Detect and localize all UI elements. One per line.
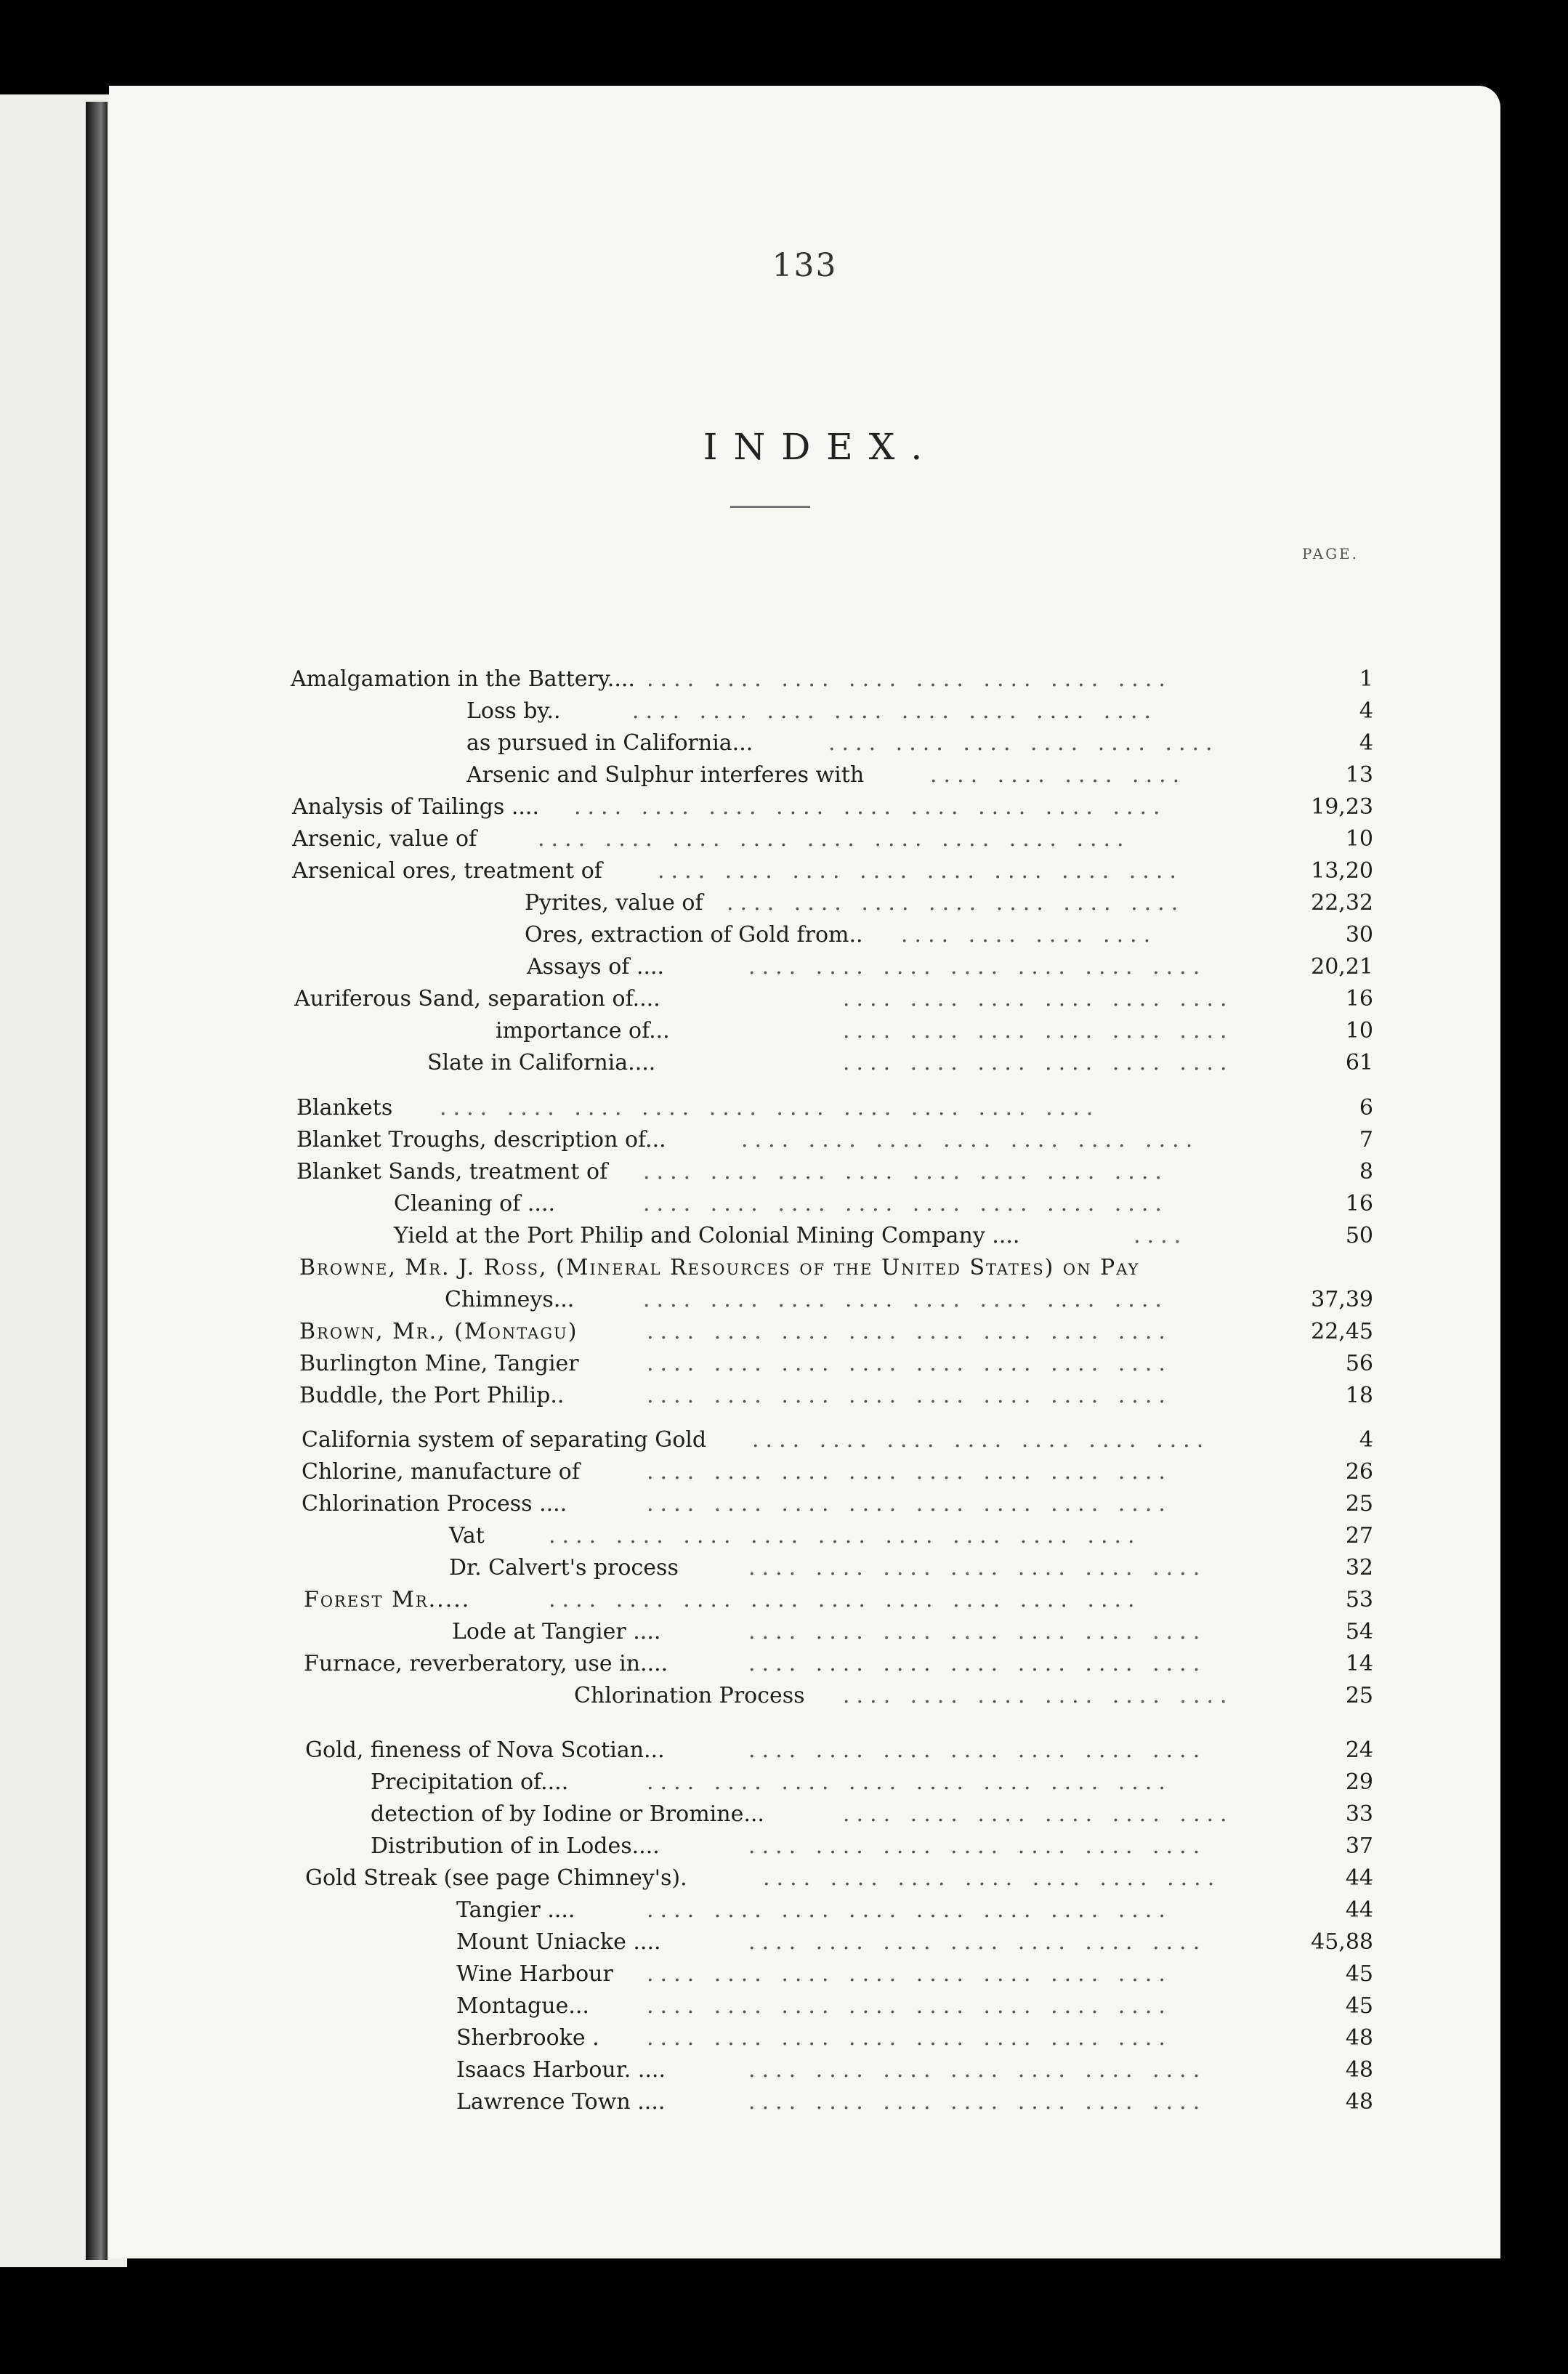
leader-dots: .... .... .... .... .... .... .... — [752, 1427, 1211, 1453]
entry-page: 45 — [1345, 1961, 1373, 1987]
entry-page: 25 — [1345, 1683, 1373, 1708]
leader-dots: .... .... .... .... .... .... .... — [748, 1651, 1207, 1676]
index-entry — [109, 1798, 1500, 1830]
leader-dots: .... .... .... .... .... .... .... .... .... — [574, 794, 1167, 820]
entry-page: 1 — [1359, 666, 1373, 692]
index-entry — [109, 1894, 1500, 1926]
entry-page: 19,23 — [1311, 794, 1373, 820]
index-entry — [109, 1047, 1500, 1079]
entry-text: Chimneys... — [445, 1287, 575, 1312]
leader-dots: .... .... .... .... .... .... .... .... — [647, 1993, 1172, 2019]
entry-text: Blanket Troughs, description of... — [296, 1127, 666, 1152]
index-entry — [109, 1092, 1500, 1124]
index-entry — [109, 855, 1500, 887]
entry-page: 45 — [1345, 1993, 1373, 2019]
entry-page: 10 — [1345, 1018, 1373, 1043]
leader-dots: .... .... .... .... — [901, 922, 1157, 948]
entry-text: Montague... — [456, 1993, 589, 2019]
index-entry — [109, 1552, 1500, 1584]
leader-dots: .... .... .... .... — [930, 762, 1187, 788]
leader-dots: .... .... .... .... .... .... .... .... — [647, 1961, 1172, 1987]
entry-page: 13 — [1345, 762, 1373, 788]
entry-text: Arsenical ores, treatment of — [292, 858, 602, 884]
title-divider — [730, 506, 810, 508]
index-entry — [109, 2054, 1500, 2086]
book-page — [109, 86, 1500, 2258]
leader-dots: .... .... .... .... .... .... .... .... — [647, 1897, 1172, 1923]
leader-dots: .... .... .... .... .... .... .... — [748, 2089, 1207, 2115]
leader-dots: .... .... .... .... .... .... — [843, 986, 1234, 1012]
leader-dots: .... .... .... .... .... .... .... .... — [647, 2025, 1172, 2051]
entry-page: 4 — [1359, 698, 1373, 724]
entry-page: 29 — [1345, 1769, 1373, 1795]
index-entry — [109, 1220, 1500, 1252]
entry-text: Pyrites, value of — [525, 890, 703, 916]
index-entry — [109, 1584, 1500, 1616]
leader-dots: .... .... .... .... .... .... .... — [748, 1929, 1207, 1955]
leader-dots: .... .... .... .... .... .... — [843, 1018, 1234, 1043]
entry-page: 24 — [1345, 1737, 1373, 1763]
entry-page: 44 — [1345, 1865, 1373, 1891]
leader-dots: .... — [1133, 1223, 1188, 1248]
entry-page: 22,32 — [1311, 890, 1373, 916]
leader-dots: .... .... .... .... .... .... .... .... — [643, 1191, 1168, 1216]
leader-dots: .... .... .... .... .... .... .... — [748, 1833, 1207, 1859]
entry-page: 7 — [1359, 1127, 1373, 1152]
entry-text: Blankets — [296, 1095, 393, 1121]
entry-text: Distribution of in Lodes.... — [371, 1833, 660, 1859]
leader-dots: .... .... .... .... .... .... .... .... — [643, 1159, 1168, 1184]
index-entry — [109, 1616, 1500, 1648]
entry-page: 54 — [1345, 1619, 1373, 1644]
entry-page: 14 — [1345, 1651, 1373, 1676]
entry-text: Dr. Calvert's process — [449, 1555, 679, 1580]
index-entry — [109, 919, 1500, 951]
entry-page: 25 — [1345, 1491, 1373, 1517]
leader-dots: .... .... .... .... .... .... .... .... — [643, 1287, 1168, 1312]
leader-dots: .... .... .... .... .... .... .... .... — [647, 1491, 1172, 1517]
index-entry — [109, 1648, 1500, 1680]
entry-text: Blanket Sands, treatment of — [296, 1159, 608, 1184]
entry-text: as pursued in California... — [466, 730, 753, 756]
index-entry — [109, 1767, 1500, 1798]
index-entry — [109, 1958, 1500, 1990]
entry-text: Ores, extraction of Gold from.. — [525, 922, 863, 948]
entry-page: 32 — [1345, 1555, 1373, 1580]
entry-page: 56 — [1345, 1351, 1373, 1376]
entry-text: Forest Mr..... — [304, 1587, 471, 1612]
entry-page: 4 — [1359, 1427, 1373, 1453]
leader-dots: .... .... .... .... .... .... — [843, 1683, 1234, 1708]
leader-dots: .... .... .... .... .... .... .... .... .... .... — [440, 1095, 1100, 1121]
index-entry — [109, 2022, 1500, 2054]
index-entry — [109, 951, 1500, 983]
entry-page: 37 — [1345, 1833, 1373, 1859]
index-entry — [109, 1456, 1500, 1488]
entry-page: 44 — [1345, 1897, 1373, 1923]
index-entry — [109, 1015, 1500, 1047]
leader-dots: .... .... .... .... .... .... .... .... — [647, 1383, 1172, 1408]
entry-page: 53 — [1345, 1587, 1373, 1612]
entry-page: 45,88 — [1311, 1929, 1373, 1955]
facing-page-edge — [0, 94, 127, 2267]
entry-text: Slate in California.... — [427, 1050, 656, 1075]
index-entry — [109, 1156, 1500, 1188]
leader-dots: .... .... .... .... .... .... .... .... — [647, 1459, 1172, 1485]
entry-page: 30 — [1345, 922, 1373, 948]
page-column-header: PAGE. — [1302, 545, 1359, 562]
index-entry — [109, 1316, 1500, 1348]
entry-page: 13,20 — [1311, 858, 1373, 884]
entry-page: 18 — [1345, 1383, 1373, 1408]
index-entry — [109, 823, 1500, 855]
index-entry — [109, 1124, 1500, 1156]
leader-dots: .... .... .... .... .... .... .... — [741, 1127, 1200, 1152]
index-entry — [109, 1680, 1500, 1712]
leader-dots: .... .... .... .... .... .... .... .... — [658, 858, 1183, 884]
leader-dots: .... .... .... .... .... .... .... .... .... — [549, 1523, 1141, 1549]
entry-text: Mount Uniacke .... — [456, 1929, 661, 1955]
index-entry — [109, 1252, 1500, 1284]
entry-text: Arsenic, value of — [292, 826, 477, 852]
leader-dots: .... .... .... .... .... .... .... .... — [632, 698, 1157, 724]
entry-text: Auriferous Sand, separation of.... — [294, 986, 660, 1012]
leader-dots: .... .... .... .... .... .... .... — [748, 1555, 1207, 1580]
entry-text: Lode at Tangier .... — [452, 1619, 661, 1644]
entry-page: 8 — [1359, 1159, 1373, 1184]
index-entry — [109, 2086, 1500, 2118]
page-number: 133 — [772, 247, 838, 284]
entry-text: Arsenic and Sulphur interferes with — [466, 762, 865, 788]
index-entry — [109, 695, 1500, 727]
entry-text: Loss by.. — [466, 698, 561, 724]
entry-page: 37,39 — [1311, 1287, 1373, 1312]
entry-page: 61 — [1345, 1050, 1373, 1075]
entry-text: Sherbrooke . — [456, 2025, 599, 2051]
entry-text: Isaacs Harbour. .... — [456, 2057, 666, 2083]
entry-page: 50 — [1345, 1223, 1373, 1248]
leader-dots: .... .... .... .... .... .... .... — [763, 1865, 1221, 1891]
entry-page: 48 — [1345, 2025, 1373, 2051]
index-entry — [109, 1862, 1500, 1894]
index-entry — [109, 1735, 1500, 1767]
index-entry — [109, 1520, 1500, 1552]
entry-page: 6 — [1359, 1095, 1373, 1121]
entry-text: importance of... — [496, 1018, 670, 1043]
entry-page: 22,45 — [1311, 1319, 1373, 1344]
index-entry — [109, 1380, 1500, 1412]
entry-text: Assays of .... — [527, 954, 665, 980]
entry-text: Browne, Mr. J. Ross, (Mineral Resources of the United States) on Pay — [299, 1255, 1140, 1280]
index-entry — [109, 759, 1500, 791]
leader-dots: .... .... .... .... .... .... .... .... — [647, 1319, 1172, 1344]
entry-page: 16 — [1345, 986, 1373, 1012]
entry-text: Brown, Mr., (Montagu) — [299, 1319, 578, 1344]
index-entry — [109, 727, 1500, 759]
leader-dots: .... .... .... .... .... .... .... — [727, 890, 1185, 916]
leader-dots: .... .... .... .... .... .... .... .... — [647, 1769, 1172, 1795]
entry-page: 26 — [1345, 1459, 1373, 1485]
leader-dots: .... .... .... .... .... .... — [843, 1801, 1234, 1827]
index-entry — [109, 663, 1500, 695]
entry-text: California system of separating Gold — [302, 1427, 707, 1453]
page-title: INDEX. — [703, 426, 939, 468]
entry-page: 4 — [1359, 730, 1373, 756]
index-entry — [109, 1488, 1500, 1520]
leader-dots: .... .... .... .... .... .... .... .... — [647, 1351, 1172, 1376]
entry-text: Buddle, the Port Philip.. — [299, 1383, 565, 1408]
index-entry — [109, 887, 1500, 919]
index-entry — [109, 1188, 1500, 1220]
entry-text: Yield at the Port Philip and Colonial Mining Company .... — [394, 1223, 1020, 1248]
leader-dots: .... .... .... .... .... .... .... .... .... — [538, 826, 1131, 852]
index-entry — [109, 1424, 1500, 1456]
entry-text: Tangier .... — [456, 1897, 575, 1923]
entry-text: Burlington Mine, Tangier — [299, 1351, 579, 1376]
entry-page: 10 — [1345, 826, 1373, 852]
index-entry — [109, 1926, 1500, 1958]
index-entry — [109, 983, 1500, 1015]
entry-text: Analysis of Tailings .... — [292, 794, 539, 820]
entry-text: Chlorination Process — [574, 1683, 805, 1708]
leader-dots: .... .... .... .... .... .... .... — [748, 1619, 1207, 1644]
index-entry — [109, 1830, 1500, 1862]
entry-text: Chlorine, manufacture of — [302, 1459, 580, 1485]
entry-text: Gold Streak (see page Chimney's). — [305, 1865, 687, 1891]
entry-text: Lawrence Town .... — [456, 2089, 666, 2115]
book-spine — [86, 102, 108, 2260]
index-entry — [109, 791, 1500, 823]
entry-text: detection of by Iodine or Bromine... — [371, 1801, 764, 1827]
entry-text: Furnace, reverberatory, use in.... — [304, 1651, 668, 1676]
entry-page: 27 — [1345, 1523, 1373, 1549]
entry-page: 16 — [1345, 1191, 1373, 1216]
index-entry — [109, 1284, 1500, 1316]
entry-page: 33 — [1345, 1801, 1373, 1827]
entry-page: 48 — [1345, 2057, 1373, 2083]
entry-text: Cleaning of .... — [394, 1191, 556, 1216]
entry-text: Precipitation of.... — [371, 1769, 569, 1795]
leader-dots: .... .... .... .... .... .... .... .... — [647, 666, 1172, 692]
entry-text: Wine Harbour — [456, 1961, 613, 1987]
entry-page: 20,21 — [1311, 954, 1373, 980]
entry-text: Gold, fineness of Nova Scotian... — [305, 1737, 665, 1763]
index-entry — [109, 1348, 1500, 1380]
leader-dots: .... .... .... .... .... .... — [828, 730, 1219, 756]
leader-dots: .... .... .... .... .... .... .... — [748, 954, 1207, 980]
leader-dots: .... .... .... .... .... .... .... — [748, 1737, 1207, 1763]
entry-text: Amalgamation in the Battery.... — [291, 666, 635, 692]
leader-dots: .... .... .... .... .... .... .... .... .... — [549, 1587, 1141, 1612]
entry-text: Chlorination Process .... — [302, 1491, 567, 1517]
leader-dots: .... .... .... .... .... .... — [843, 1050, 1234, 1075]
entry-text: Vat — [449, 1523, 485, 1549]
leader-dots: .... .... .... .... .... .... .... — [748, 2057, 1207, 2083]
index-entry — [109, 1990, 1500, 2022]
entry-page: 48 — [1345, 2089, 1373, 2115]
